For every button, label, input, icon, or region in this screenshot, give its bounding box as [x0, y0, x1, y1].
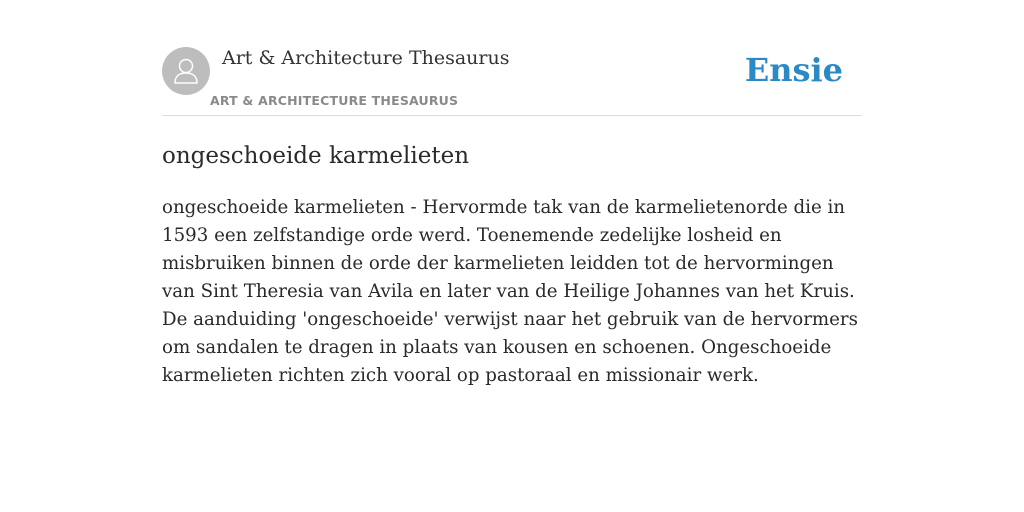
brand-logo[interactable]: Ensie	[744, 51, 843, 89]
user-placeholder-icon	[162, 47, 210, 95]
article-body: ongeschoeide karmelieten - Hervormde tak van de karmelietenorde die in 1593 een zelfstandige orde werd. Toenemende zedelijke losheid en misbruiken binnen de orde der karmelieten leidden tot de hervormingen van Sint Theresia van Avila en later van de Heilige Johannes van het Kruis. De aanduiding 'ongeschoeide' verwijst naar het gebruik van de hervormers om sandalen te dragen in plaats van kousen en schoenen. Ongeschoeide karmelieten richten zich vooral op pastoraal en missionair werk.	[162, 197, 858, 386]
author-avatar[interactable]	[162, 47, 210, 95]
author-source-label[interactable]: ART & ARCHITECTURE THESAURUS	[210, 93, 459, 108]
author-name-link[interactable]: Art & Architecture Thesaurus	[222, 47, 510, 69]
article-header	[162, 46, 862, 116]
article-title: ongeschoeide karmelieten	[162, 143, 470, 169]
page-container	[162, 0, 862, 390]
